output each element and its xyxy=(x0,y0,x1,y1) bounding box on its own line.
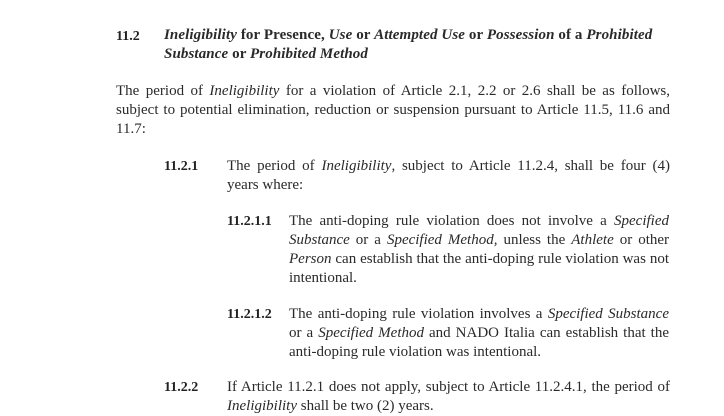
text-run: The period of xyxy=(227,158,322,174)
clause-number-11-2-1-1: 11.2.1.1 xyxy=(227,214,272,229)
text-run: for a violation of Article 2.1, 2.2 or 2.6 shall be as follows, subject to potential elimination, reduction or suspension pursuant to Article 11.5, 11.6 and 11.7: xyxy=(116,83,670,137)
text-run: and NADO Italia can establish that the anti-doping rule violation was intentional. xyxy=(289,325,670,360)
text-run: , subject to Article 11.2.4, shall be four (4) years where: xyxy=(227,158,670,193)
text-run: If Article 11.2.1 does not apply, subject to Article 11.2.4.1, the period of xyxy=(227,379,670,395)
text-run: or other xyxy=(613,232,670,248)
emphasized-term: Ineligibility xyxy=(321,158,392,174)
section-number: 11.2 xyxy=(116,29,140,44)
subsection-text-11-2-1 xyxy=(227,157,670,195)
emphasized-term: Person xyxy=(289,251,332,267)
text-run: The anti-doping rule violation involves a xyxy=(289,306,548,322)
text-run: unless the xyxy=(497,232,572,248)
text-run: or a xyxy=(349,232,387,248)
emphasized-term: Athlete xyxy=(571,232,614,248)
emphasized-term: Ineligibility xyxy=(209,83,280,99)
emphasized-term: Prohibited Method xyxy=(250,46,369,62)
emphasized-term: Use xyxy=(328,27,353,43)
text-run: or xyxy=(228,46,251,62)
text-run: of a xyxy=(554,27,587,43)
text-run: shall be two (2) years. xyxy=(296,398,434,414)
text-run: for Presence, xyxy=(236,27,329,43)
text-run: or a xyxy=(289,325,319,341)
section-title xyxy=(164,26,672,64)
emphasized-term: Prohibited Substance xyxy=(164,27,653,62)
subsection-number-11-2-2: 11.2.2 xyxy=(164,380,199,395)
emphasized-term: Ineligibility xyxy=(164,27,237,43)
emphasized-term: Specified Method xyxy=(318,325,424,341)
text-run: The anti-doping rule violation does not involve a xyxy=(289,213,615,229)
clause-number-11-2-1-2: 11.2.1.2 xyxy=(227,307,272,322)
subsection-number-11-2-1: 11.2.1 xyxy=(164,159,199,174)
text-run: or xyxy=(352,27,375,43)
emphasized-term: Specified Method, xyxy=(386,232,498,248)
intro-paragraph xyxy=(116,82,670,139)
text-run: can establish that the anti-doping rule violation was not intentional. xyxy=(289,251,669,286)
emphasized-term: Attempted Use xyxy=(374,27,466,43)
emphasized-term: Possession xyxy=(486,27,555,43)
text-run: or xyxy=(465,27,487,43)
emphasized-term: Ineligibility xyxy=(227,398,297,414)
emphasized-term: Specified Substance xyxy=(289,213,669,248)
emphasized-term: Specified Substance xyxy=(547,306,669,322)
subsection-text-11-2-2 xyxy=(227,378,670,416)
clause-text-11-2-1-2 xyxy=(289,305,669,362)
text-run: The period of xyxy=(116,83,210,99)
clause-text-11-2-1-1 xyxy=(289,212,669,288)
